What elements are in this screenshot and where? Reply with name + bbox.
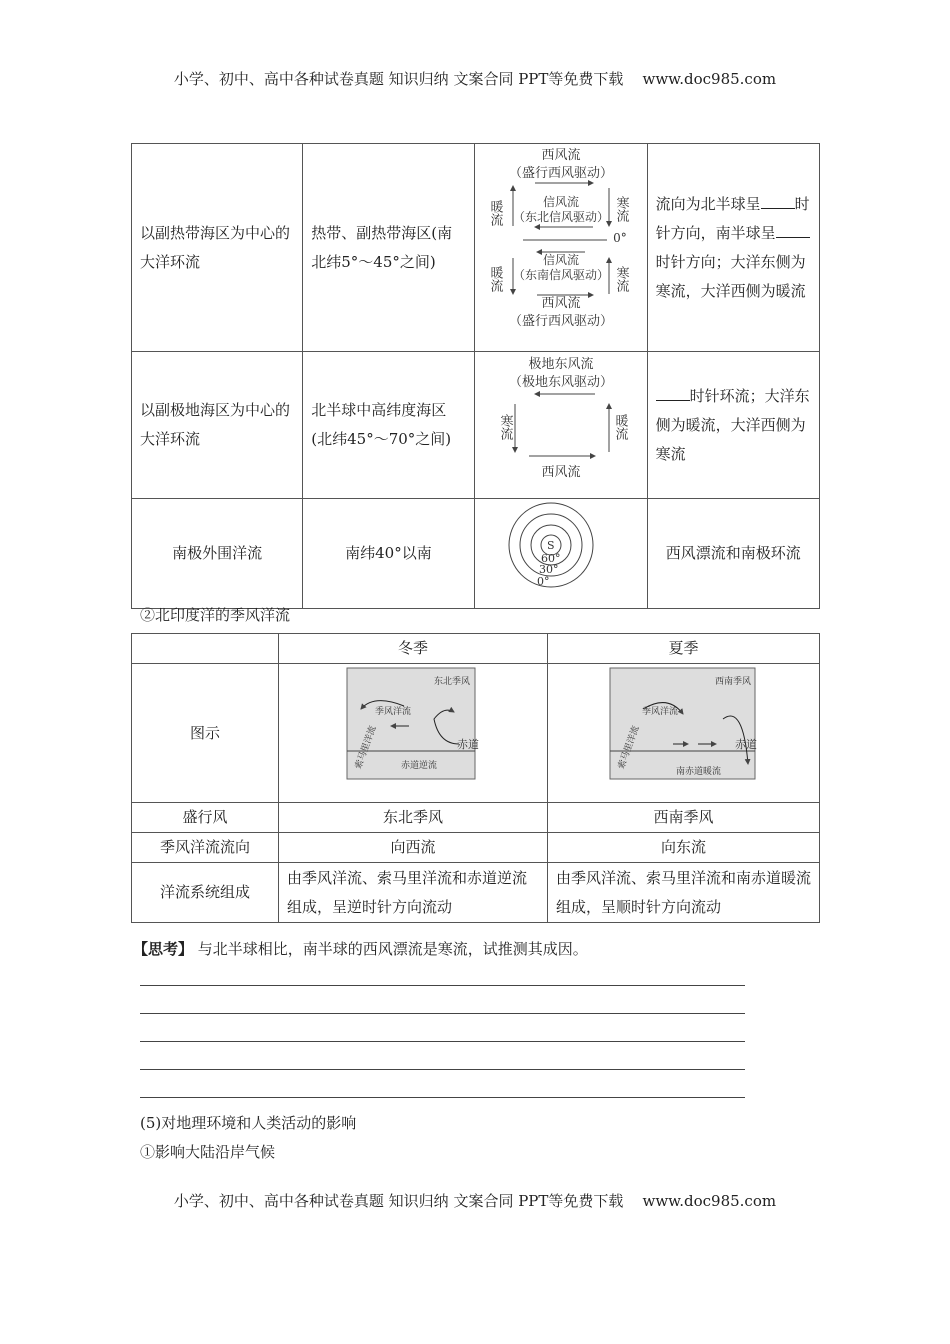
answer-line[interactable] [140,985,745,986]
row-name: 以副极地海区为中心的大洋环流 [132,352,303,499]
think-question: 【思考】 与北半球相比，南半球的西风漂流是寒流，试推测其成因。 [133,940,588,958]
row-name: 以副热带海区为中心的大洋环流 [132,144,303,352]
table-row [132,352,820,499]
svg-text:极地东风流: 极地东风流 [528,357,594,372]
table-row: 季风洋流流向 向西流 向东流 [132,833,820,863]
table-row [132,499,820,609]
winter-map [279,664,548,803]
row-name: 南极外围洋流 [132,499,303,609]
svg-text:索马里洋流: 索马里洋流 [616,724,642,771]
header-url: www.doc985.com [642,70,777,88]
svg-text:索马里洋流: 索马里洋流 [353,724,379,771]
header-winter: 冬季 [279,634,548,664]
label: 0° [612,231,627,245]
row-region: 北半球中高纬度海区(北纬45°～70°之间) [303,352,474,499]
svg-text:寒流: 寒流 [613,266,629,292]
svg-text:30°: 30° [538,563,559,576]
row-desc: 时针环流；大洋东侧为暖流，大洋西侧为寒流 [647,352,819,499]
svg-text:暖流: 暖流 [487,266,503,292]
monsoon-table [131,633,820,923]
answer-line[interactable] [140,1013,745,1014]
table-row: 盛行风 东北季风 西南季风 [132,803,820,833]
table-row [132,144,820,352]
svg-text:西南季风: 西南季风 [715,677,752,687]
svg-text:东北季风: 东北季风 [434,677,471,687]
svg-text:0°: 0° [536,575,550,588]
subtropical-gyre-diagram [474,144,647,352]
label: （盛行西风驱动） [508,314,613,329]
row-desc: 流向为北半球呈 时针方向，南半球呈时针方向；大洋东侧为寒流，大洋西侧为暖流 [647,144,819,352]
svg-text:寒流: 寒流 [613,196,629,222]
svg-text:暖流: 暖流 [487,200,503,226]
row-region: 热带、副热带海区(南北纬5°～45°之间) [303,144,474,352]
label: （盛行西风驱动） [508,166,613,181]
summer-map [548,664,820,803]
answer-line[interactable] [140,1041,745,1042]
svg-text:赤道: 赤道 [457,738,479,751]
label: 信风流 [542,253,579,267]
label: 信风流 [542,195,579,209]
label: （东南信风驱动） [512,268,609,282]
svg-text:暖流: 暖流 [612,414,628,440]
label: 西风流 [541,148,581,163]
svg-text:南赤道暖流: 南赤道暖流 [676,767,722,777]
table-row: 图示 东北季风 季风洋流 赤道 赤道逆流 索马里洋流 西南季风 季风洋流 赤道 南赤道暖流 索马里洋流 [132,664,820,803]
section-title: ②北印度洋的季风洋流 [140,606,291,624]
subsection-title: ①影响大陆沿岸气候 [140,1143,276,1161]
page-header [0,68,950,89]
header-summer: 夏季 [548,634,820,664]
svg-text:西风流: 西风流 [541,465,581,480]
row-region: 南纬40°以南 [303,499,474,609]
svg-text:赤道: 赤道 [735,738,757,751]
subpolar-gyre-diagram [474,352,647,499]
answer-line[interactable] [140,1097,745,1098]
row-desc: 西风漂流和南极环流 [647,499,819,609]
svg-text:S: S [546,539,555,552]
label: （东北信风驱动） [512,210,609,224]
circulation-table [131,143,820,609]
svg-text:（极地东风驱动）: （极地东风驱动） [508,375,613,390]
table-row: 洋流系统组成 由季风洋流、索马里洋流和赤道逆流组成，呈逆时针方向流动 由季风洋流、索马里洋流和南赤道暖流组成，呈顺时针方向流动 [132,863,820,923]
svg-text:季风洋流: 季风洋流 [642,707,679,717]
answer-line[interactable] [140,1069,745,1070]
section-title: (5)对地理环境和人类活动的影响 [140,1114,357,1132]
antarctic-diagram [474,499,647,609]
label: 西风流 [541,296,581,311]
svg-text:60°: 60° [540,552,561,565]
page-footer: 小学、初中、高中各种试卷真题 知识归纳 文案合同 PPT等免费下载 www.doc985.com [173,1192,777,1210]
svg-text:寒流: 寒流 [497,414,513,440]
header-text: 小学、初中、高中各种试卷真题 知识归纳 文案合同 PPT等免费下载 [173,70,624,88]
svg-text:季风洋流: 季风洋流 [375,707,412,717]
svg-text:赤道逆流: 赤道逆流 [401,761,438,771]
